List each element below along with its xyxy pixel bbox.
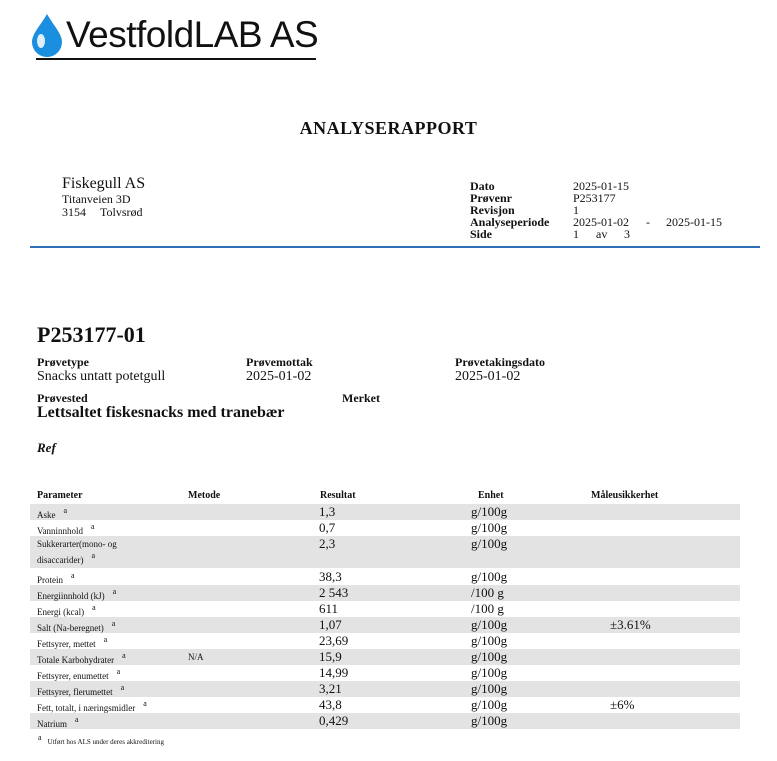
unit-value: g/100g	[471, 520, 508, 535]
table-row	[30, 681, 740, 697]
table-row	[30, 617, 740, 633]
logo-underline	[36, 58, 316, 60]
col-unit: Enhet	[478, 490, 504, 501]
param-name: Vanninnhold a	[37, 522, 95, 536]
revision-value: 1	[573, 203, 579, 217]
page-total: 3	[624, 227, 630, 241]
company-logo	[30, 12, 330, 62]
col-method: Metode	[188, 490, 221, 501]
result-value: 2,3	[319, 536, 336, 551]
col-parameter: Parameter	[37, 490, 83, 501]
unit-value: /100 g	[471, 585, 504, 600]
table-row	[30, 504, 740, 520]
date-label: Dato	[470, 179, 495, 193]
period-sep: -	[646, 215, 650, 229]
param-name: Fettsyrer, flerumettet a	[37, 683, 125, 697]
customer-name: Fiskegull AS	[62, 175, 146, 192]
table-row	[30, 665, 740, 681]
table-row	[30, 713, 740, 729]
result-value: 2 543	[319, 585, 349, 600]
footnote	[38, 733, 165, 746]
customer-street: Titanveien 3D	[62, 192, 131, 206]
param-name: Energi (kcal) a	[37, 603, 96, 617]
result-value: 3,21	[319, 681, 342, 696]
water-drop-icon	[30, 12, 64, 58]
footnote-text: Utført hos ALS under deres akkreditering	[47, 738, 165, 746]
logo-text: VestfoldLAB AS	[66, 14, 319, 55]
result-value: 23,69	[319, 633, 349, 648]
param-name: Protein a	[37, 571, 75, 585]
footnote-marker: a	[38, 733, 42, 742]
table-row	[30, 569, 740, 585]
param-name: Aske a	[37, 506, 68, 520]
table-row	[30, 601, 740, 617]
param-name: Salt (Na-beregnet) a	[37, 619, 116, 633]
page-of: av	[596, 227, 608, 241]
result-value: 0,7	[319, 520, 336, 535]
sample-no-value: P253177	[573, 191, 616, 205]
table-row	[30, 633, 740, 649]
period-label: Analyseperiode	[470, 215, 550, 229]
unit-value: g/100g	[471, 633, 508, 648]
param-name: Energiinnhold (kJ) a	[37, 587, 117, 601]
receipt-label: Prøvemottak	[246, 355, 313, 369]
receipt-value: 2025-01-02	[246, 369, 312, 384]
param-name: Natrium a	[37, 715, 79, 729]
customer-postcode: 3154	[62, 205, 86, 219]
result-value: 15,9	[319, 649, 342, 664]
unit-value: g/100g	[471, 697, 508, 712]
unit-value: g/100g	[471, 649, 508, 664]
sample-id: P253177-01	[37, 322, 146, 347]
method-cell: N/A	[188, 652, 204, 662]
unit-value: g/100g	[471, 665, 508, 680]
result-value: 1,3	[319, 504, 336, 519]
col-uncertainty: Måleusikkerhet	[591, 490, 659, 501]
param-name: Fettsyrer, enumettet a	[37, 667, 121, 681]
revision-label: Revisjon	[470, 203, 515, 217]
result-value: 38,3	[319, 569, 342, 584]
sample-type-label: Prøvetype	[37, 355, 89, 369]
unit-value: g/100g	[471, 617, 508, 632]
period-from: 2025-01-02	[573, 215, 629, 229]
sample-no-label: Prøvenr	[470, 191, 512, 205]
sample-site-label: Prøvested	[37, 391, 88, 405]
col-result: Resultat	[320, 490, 356, 501]
param-name: Fettsyrer, mettet a	[37, 635, 108, 649]
report-title: ANALYSERAPPORT	[299, 118, 478, 138]
page-number: 1	[573, 227, 579, 241]
result-value: 14,99	[319, 665, 349, 680]
uncertainty-value: ±3.61%	[610, 617, 651, 632]
table-row	[30, 536, 740, 568]
unit-value: g/100g	[471, 536, 508, 551]
page-label: Side	[470, 227, 493, 241]
header-divider	[30, 246, 760, 248]
unit-value: g/100g	[471, 504, 508, 519]
ref-label: Ref	[37, 440, 56, 455]
sample-name: Lettsaltet fiskesnacks med tranebær	[37, 404, 285, 421]
unit-value: g/100g	[471, 569, 508, 584]
param-name: Fett, totalt, i næringsmidler a	[37, 699, 147, 713]
customer-city: Tolvsrød	[100, 205, 143, 219]
table-row	[30, 649, 740, 665]
result-value: 43,8	[319, 697, 342, 712]
table-row	[30, 697, 740, 713]
unit-value: /100 g	[471, 601, 504, 616]
param-name: Sukkerarter(mono- og disaccarider) a	[37, 539, 117, 565]
table-row	[30, 520, 740, 536]
table-row	[30, 585, 740, 601]
result-value: 611	[319, 601, 339, 616]
result-value: 0,429	[319, 713, 349, 728]
sampling-date-value: 2025-01-02	[455, 369, 521, 384]
unit-value: g/100g	[471, 681, 508, 696]
uncertainty-value: ±6%	[610, 697, 635, 712]
sample-type-value: Snacks untatt potetgull	[37, 369, 166, 384]
param-name: Totale Karbohydrater a	[37, 651, 126, 665]
date-value: 2025-01-15	[573, 179, 629, 193]
marked-label: Merket	[342, 391, 380, 405]
result-value: 1,07	[319, 617, 342, 632]
period-to: 2025-01-15	[666, 215, 722, 229]
sampling-date-label: Prøvetakingsdato	[455, 355, 545, 369]
unit-value: g/100g	[471, 713, 508, 728]
